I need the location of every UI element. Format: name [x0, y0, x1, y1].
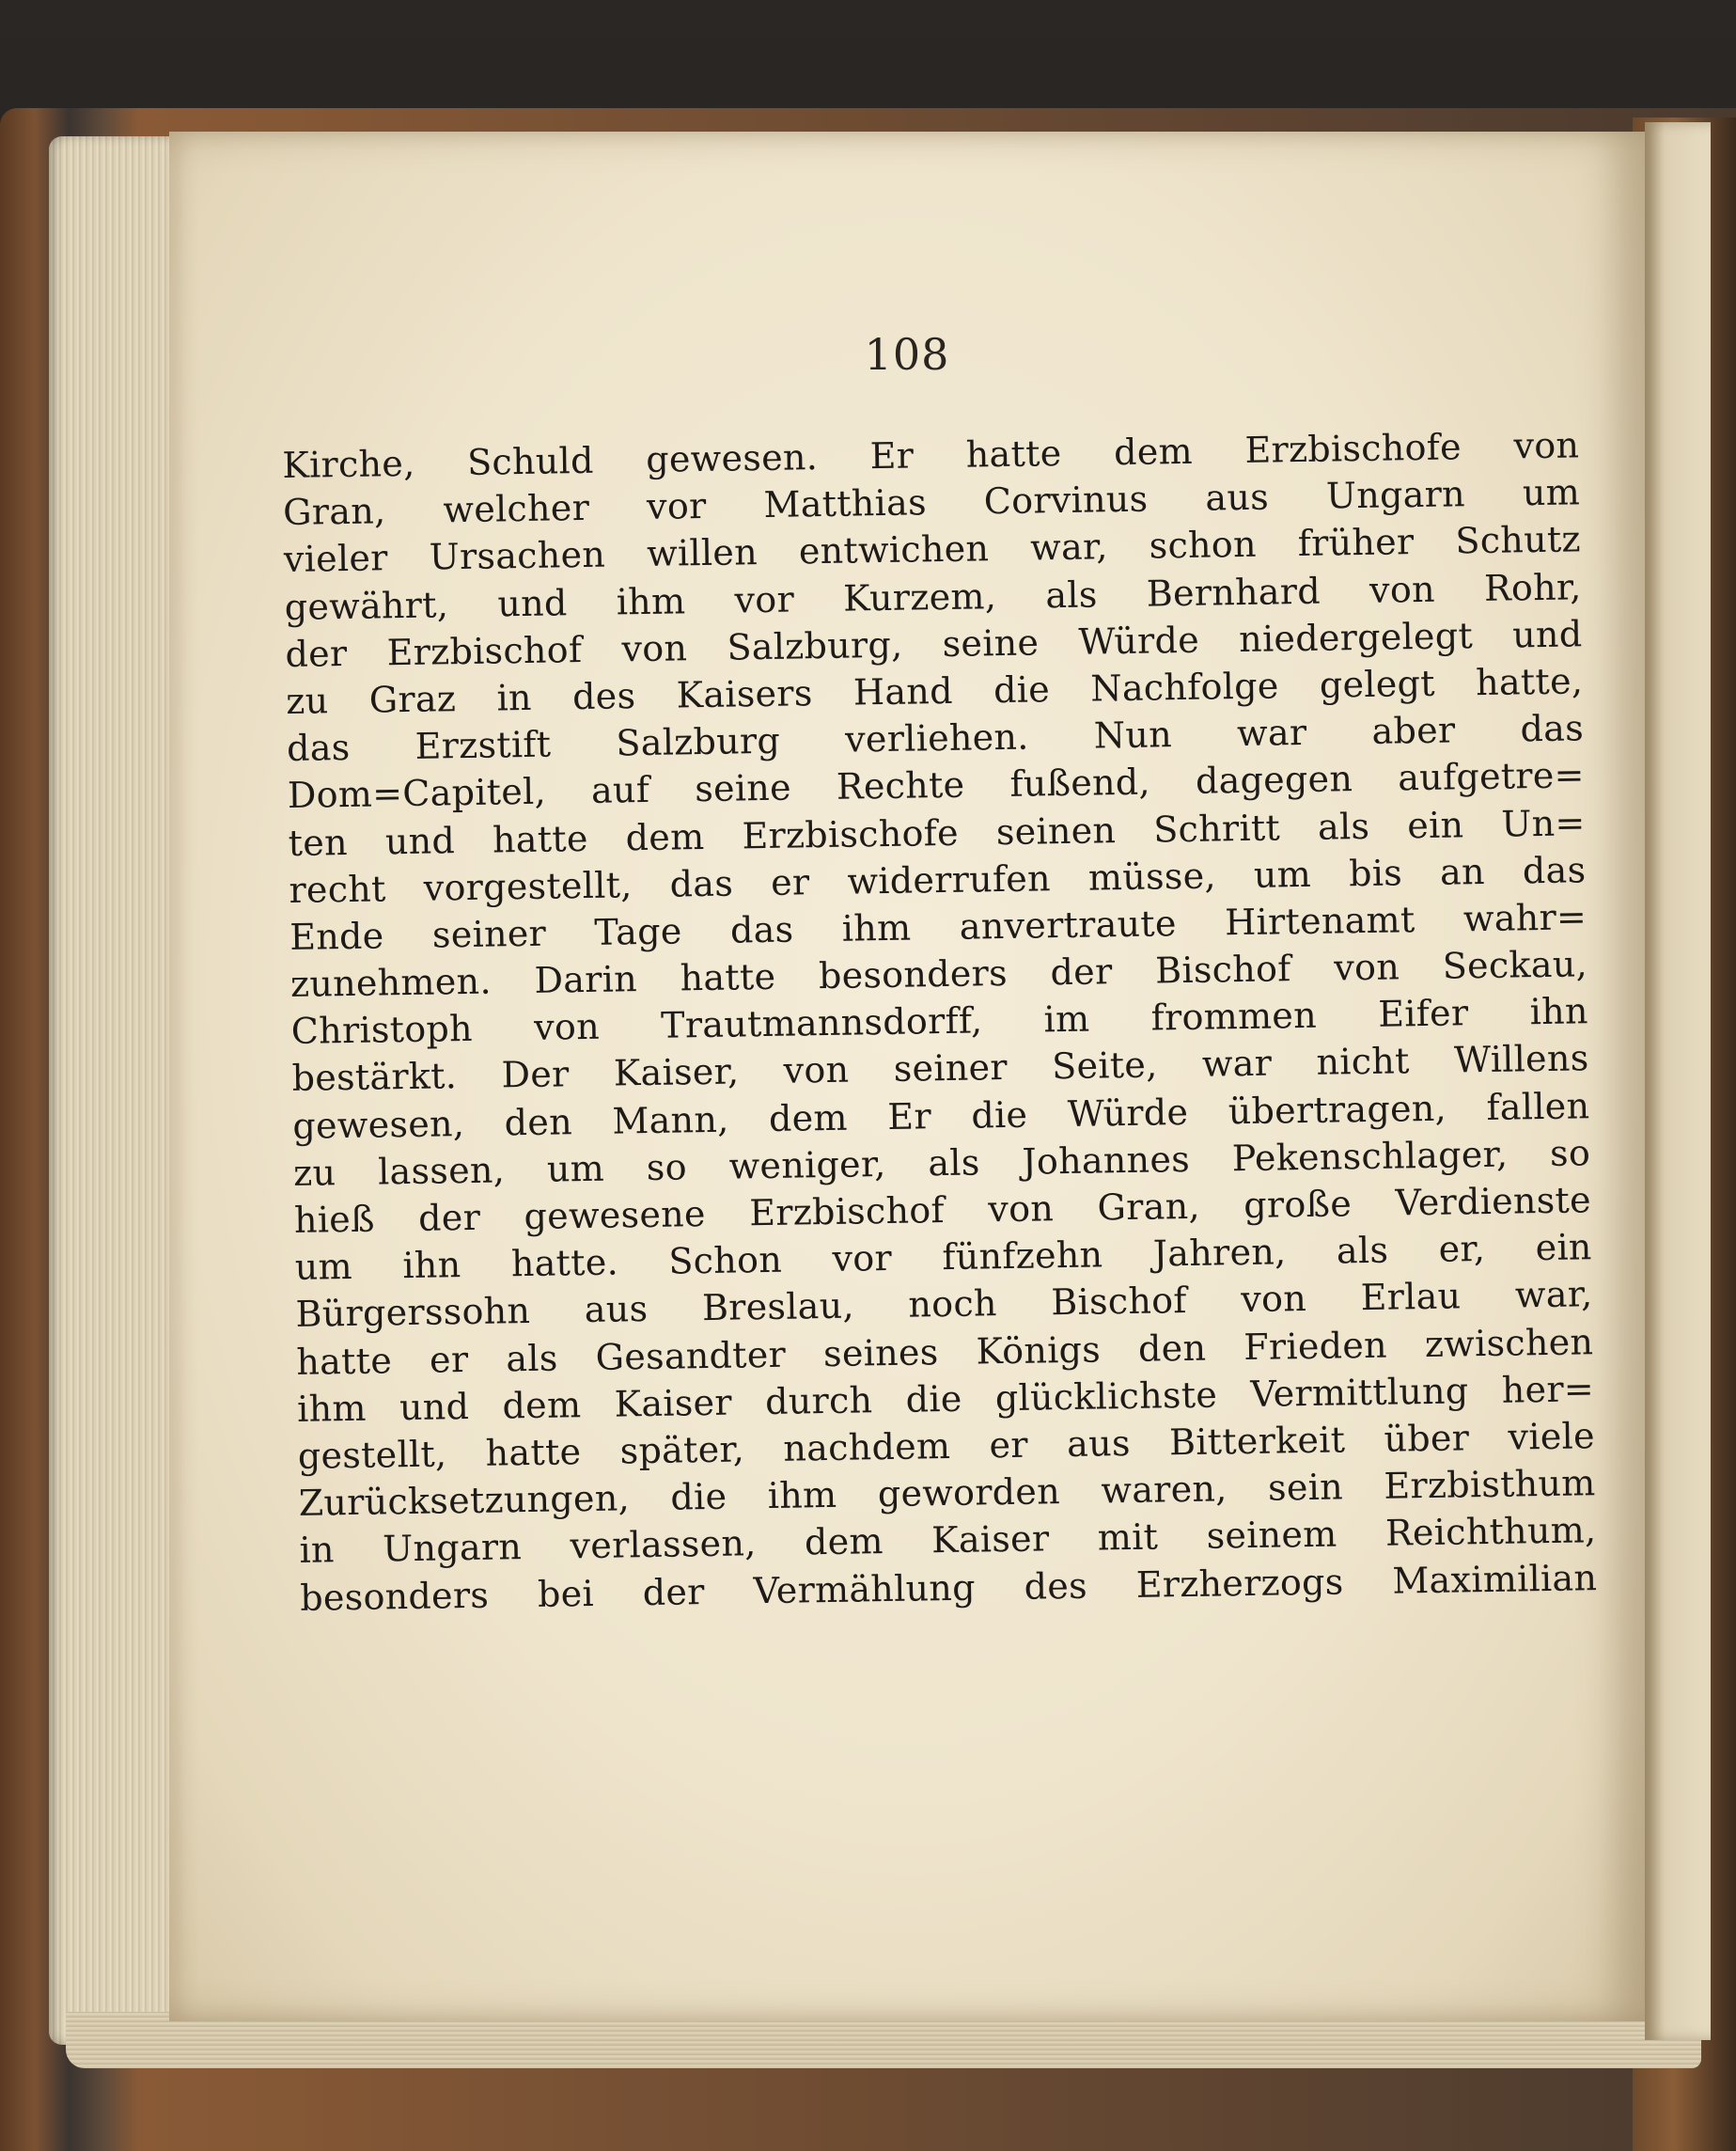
text-line: Zurücksetzungen, die ihm geworden waren, sein Erzbisthum — [298, 1462, 1596, 1524]
text-line: besonders bei der Vermählung des Erzherzogs Maximilian — [299, 1556, 1598, 1619]
text-line: das Erzstift Salzburg verliehen. Nun war aber das — [286, 707, 1585, 770]
text-line: gewesen, den Mann, dem Er die Würde übertragen, fallen — [292, 1084, 1590, 1147]
page-text-block — [282, 421, 1598, 1621]
page-number: 108 — [864, 329, 950, 380]
text-line: Dom=Capitel, auf seine Rechte fußend, dagegen aufgetre= — [287, 754, 1586, 817]
text-line: Christoph von Trautmannsdorff, im frommen Eifer ihn — [290, 990, 1589, 1053]
text-line: Kirche, Schuld gewesen. Er hatte dem Erzbischofe von — [282, 424, 1580, 486]
text-line: recht vorgestellt, das er widerrufen müsse, um bis an das — [289, 848, 1587, 911]
text-line: zu lassen, um so weniger, als Johannes Pekenschlager, so — [292, 1132, 1591, 1194]
facing-page-edge — [1645, 122, 1711, 2040]
text-line: Ende seiner Tage das ihm anvertraute Hirtenamt wahr= — [289, 896, 1587, 958]
text-line: gestellt, hatte später, nachdem er aus Bitterkeit über viele — [297, 1415, 1596, 1477]
text-line: bestärkt. Der Kaiser, von seiner Seite, war nicht Willens — [291, 1037, 1589, 1100]
text-line: Gran, welcher vor Matthias Corvinus aus Ungarn um — [282, 471, 1581, 534]
text-line: hieß der gewesene Erzbischof von Gran, große Verdienste — [293, 1179, 1592, 1241]
text-line: gewährt, und ihm vor Kurzem, als Bernhard von Rohr, — [284, 565, 1582, 628]
text-line: der Erzbischof von Salzburg, seine Würde niedergelegt und — [285, 613, 1583, 675]
text-line: ihm und dem Kaiser durch die glücklichste Vermittlung her= — [296, 1367, 1595, 1430]
text-line: Bürgerssohn aus Breslau, noch Bischof von Erlau war, — [295, 1273, 1593, 1336]
text-line: vieler Ursachen willen entwichen war, schon früher Schutz — [283, 518, 1582, 581]
text-line: in Ungarn verlassen, dem Kaiser mit seinem Reichthum, — [299, 1509, 1597, 1572]
text-line: zunehmen. Darin hatte besonders der Bischof von Seckau, — [289, 943, 1588, 1005]
text-line: hatte er als Gesandter seines Königs den Frieden zwischen — [296, 1320, 1594, 1383]
text-line: zu Graz in des Kaisers Hand die Nachfolge gelegt hatte, — [285, 660, 1584, 722]
text-line: um ihn hatte. Schon vor fünfzehn Jahren, als er, ein — [294, 1226, 1592, 1289]
text-line: ten und hatte dem Erzbischofe seinen Schritt als ein Un= — [288, 801, 1586, 864]
